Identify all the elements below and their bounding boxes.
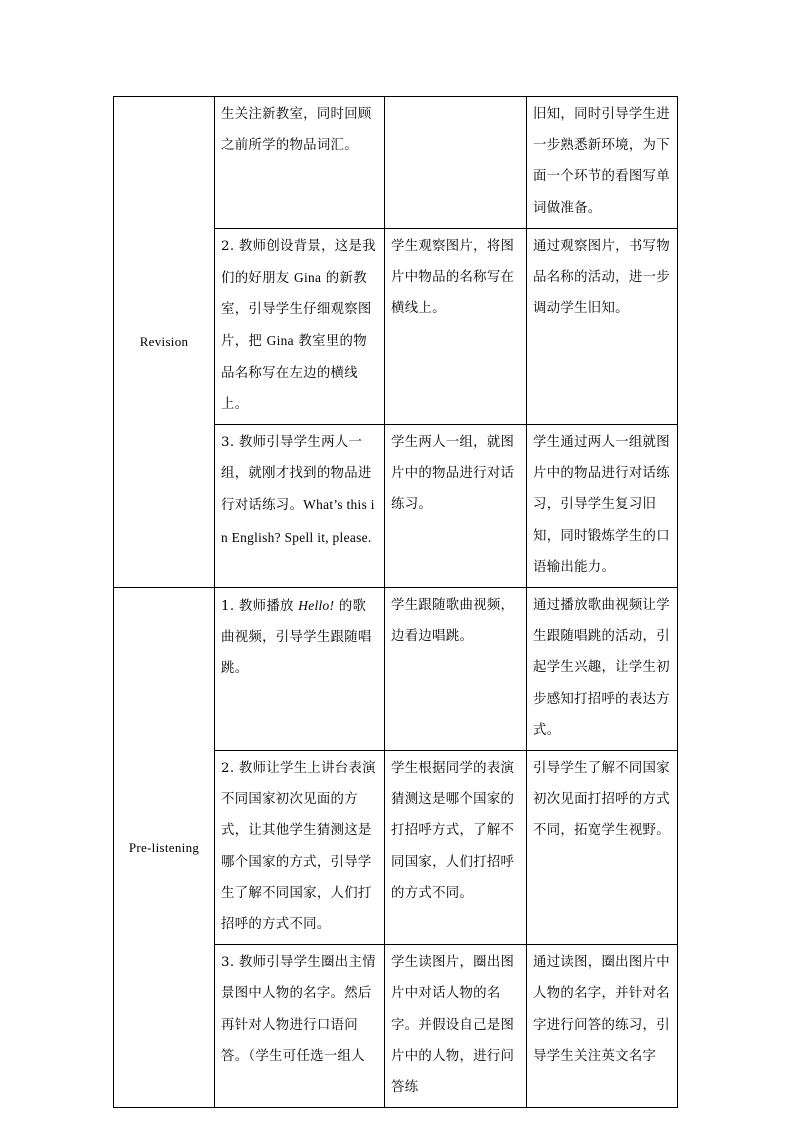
teacher-text-part: 2. 教师创设背景，这是我们的好朋友 [221,238,376,287]
teacher-activity-cell [215,425,385,588]
teacher-activity-cell: 2. 教师让学生上讲台表演不同国家初次见面的方式，让其他学生猜测这是哪个国家的方式，引导学生了解不同国家，人们打招呼的方式不同。 [215,751,385,945]
teacher-text-part: 1. 教师播放 [221,599,299,615]
student-activity-cell: 学生跟随歌曲视频，边看边唱跳。 [385,588,527,751]
teacher-text-part: 的新教室，引导学生仔细观察图片，把 [221,271,372,350]
purpose-cell: 通过读图，圈出图片中人物的名字，并针对名字进行问答的练习，引导学生关注英文名字 [527,945,678,1108]
student-activity-cell: 学生观察图片，将图片中物品的名称写在横线上。 [385,228,527,424]
table-row [114,97,678,229]
student-activity-cell: 学生根据同学的表演猜测这是哪个国家的打招呼方式，了解不同国家，人们打招呼的方式不同。 [385,751,527,945]
stage-cell-prelistening: Pre-listening [114,588,215,1108]
teacher-activity-cell: 3. 教师引导学生圈出主情景图中人物的名字。然后再针对人物进行口语问答。（学生可任选一组人 [215,945,385,1108]
teacher-activity-cell [215,228,385,424]
purpose-cell: 引导学生了解不同国家初次见面打招呼的方式不同，拓宽学生视野。 [527,751,678,945]
lesson-plan-table [113,96,678,1108]
purpose-cell: 通过播放歌曲视频让学生跟随唱跳的活动，引起学生兴趣，让学生初步感知打招呼的表达方式。 [527,588,678,751]
name-gina: Gina [266,333,294,349]
english-dialogue: What’s this in English? Spell it, please. [221,497,375,545]
student-activity-cell [385,97,527,229]
teacher-activity-cell [215,588,385,751]
table-row [114,588,678,751]
name-gina: Gina [294,270,322,286]
teacher-text-part: 3. 教师引导学生两人一组，就刚才找到的物品进行对话练习。 [221,435,372,514]
song-title: Hello! [298,598,335,614]
stage-cell-revision: Revision [114,97,215,588]
student-activity-cell: 学生两人一组，就图片中的物品进行对话练习。 [385,425,527,588]
purpose-cell: 旧知，同时引导学生进一步熟悉新环境，为下面一个环节的看图写单词做准备。 [527,97,678,229]
purpose-cell: 学生通过两人一组就图片中的物品进行对话练习，引导学生复习旧知，同时锻炼学生的口语输出能力。 [527,425,678,588]
teacher-text-part: 的歌曲视频，引导学生跟随唱跳。 [221,599,372,677]
student-activity-cell: 学生读图片，圈出图片中对话人物的名字。并假设自己是图片中的人物，进行问答练 [385,945,527,1108]
teacher-activity-cell: 生关注新教室，同时回顾之前所学的物品词汇。 [215,97,385,229]
teacher-text-part: 教室里的物品名称写在左边的横线上。 [221,334,367,412]
purpose-cell: 通过观察图片，书写物品名称的活动，进一步调动学生旧知。 [527,228,678,424]
